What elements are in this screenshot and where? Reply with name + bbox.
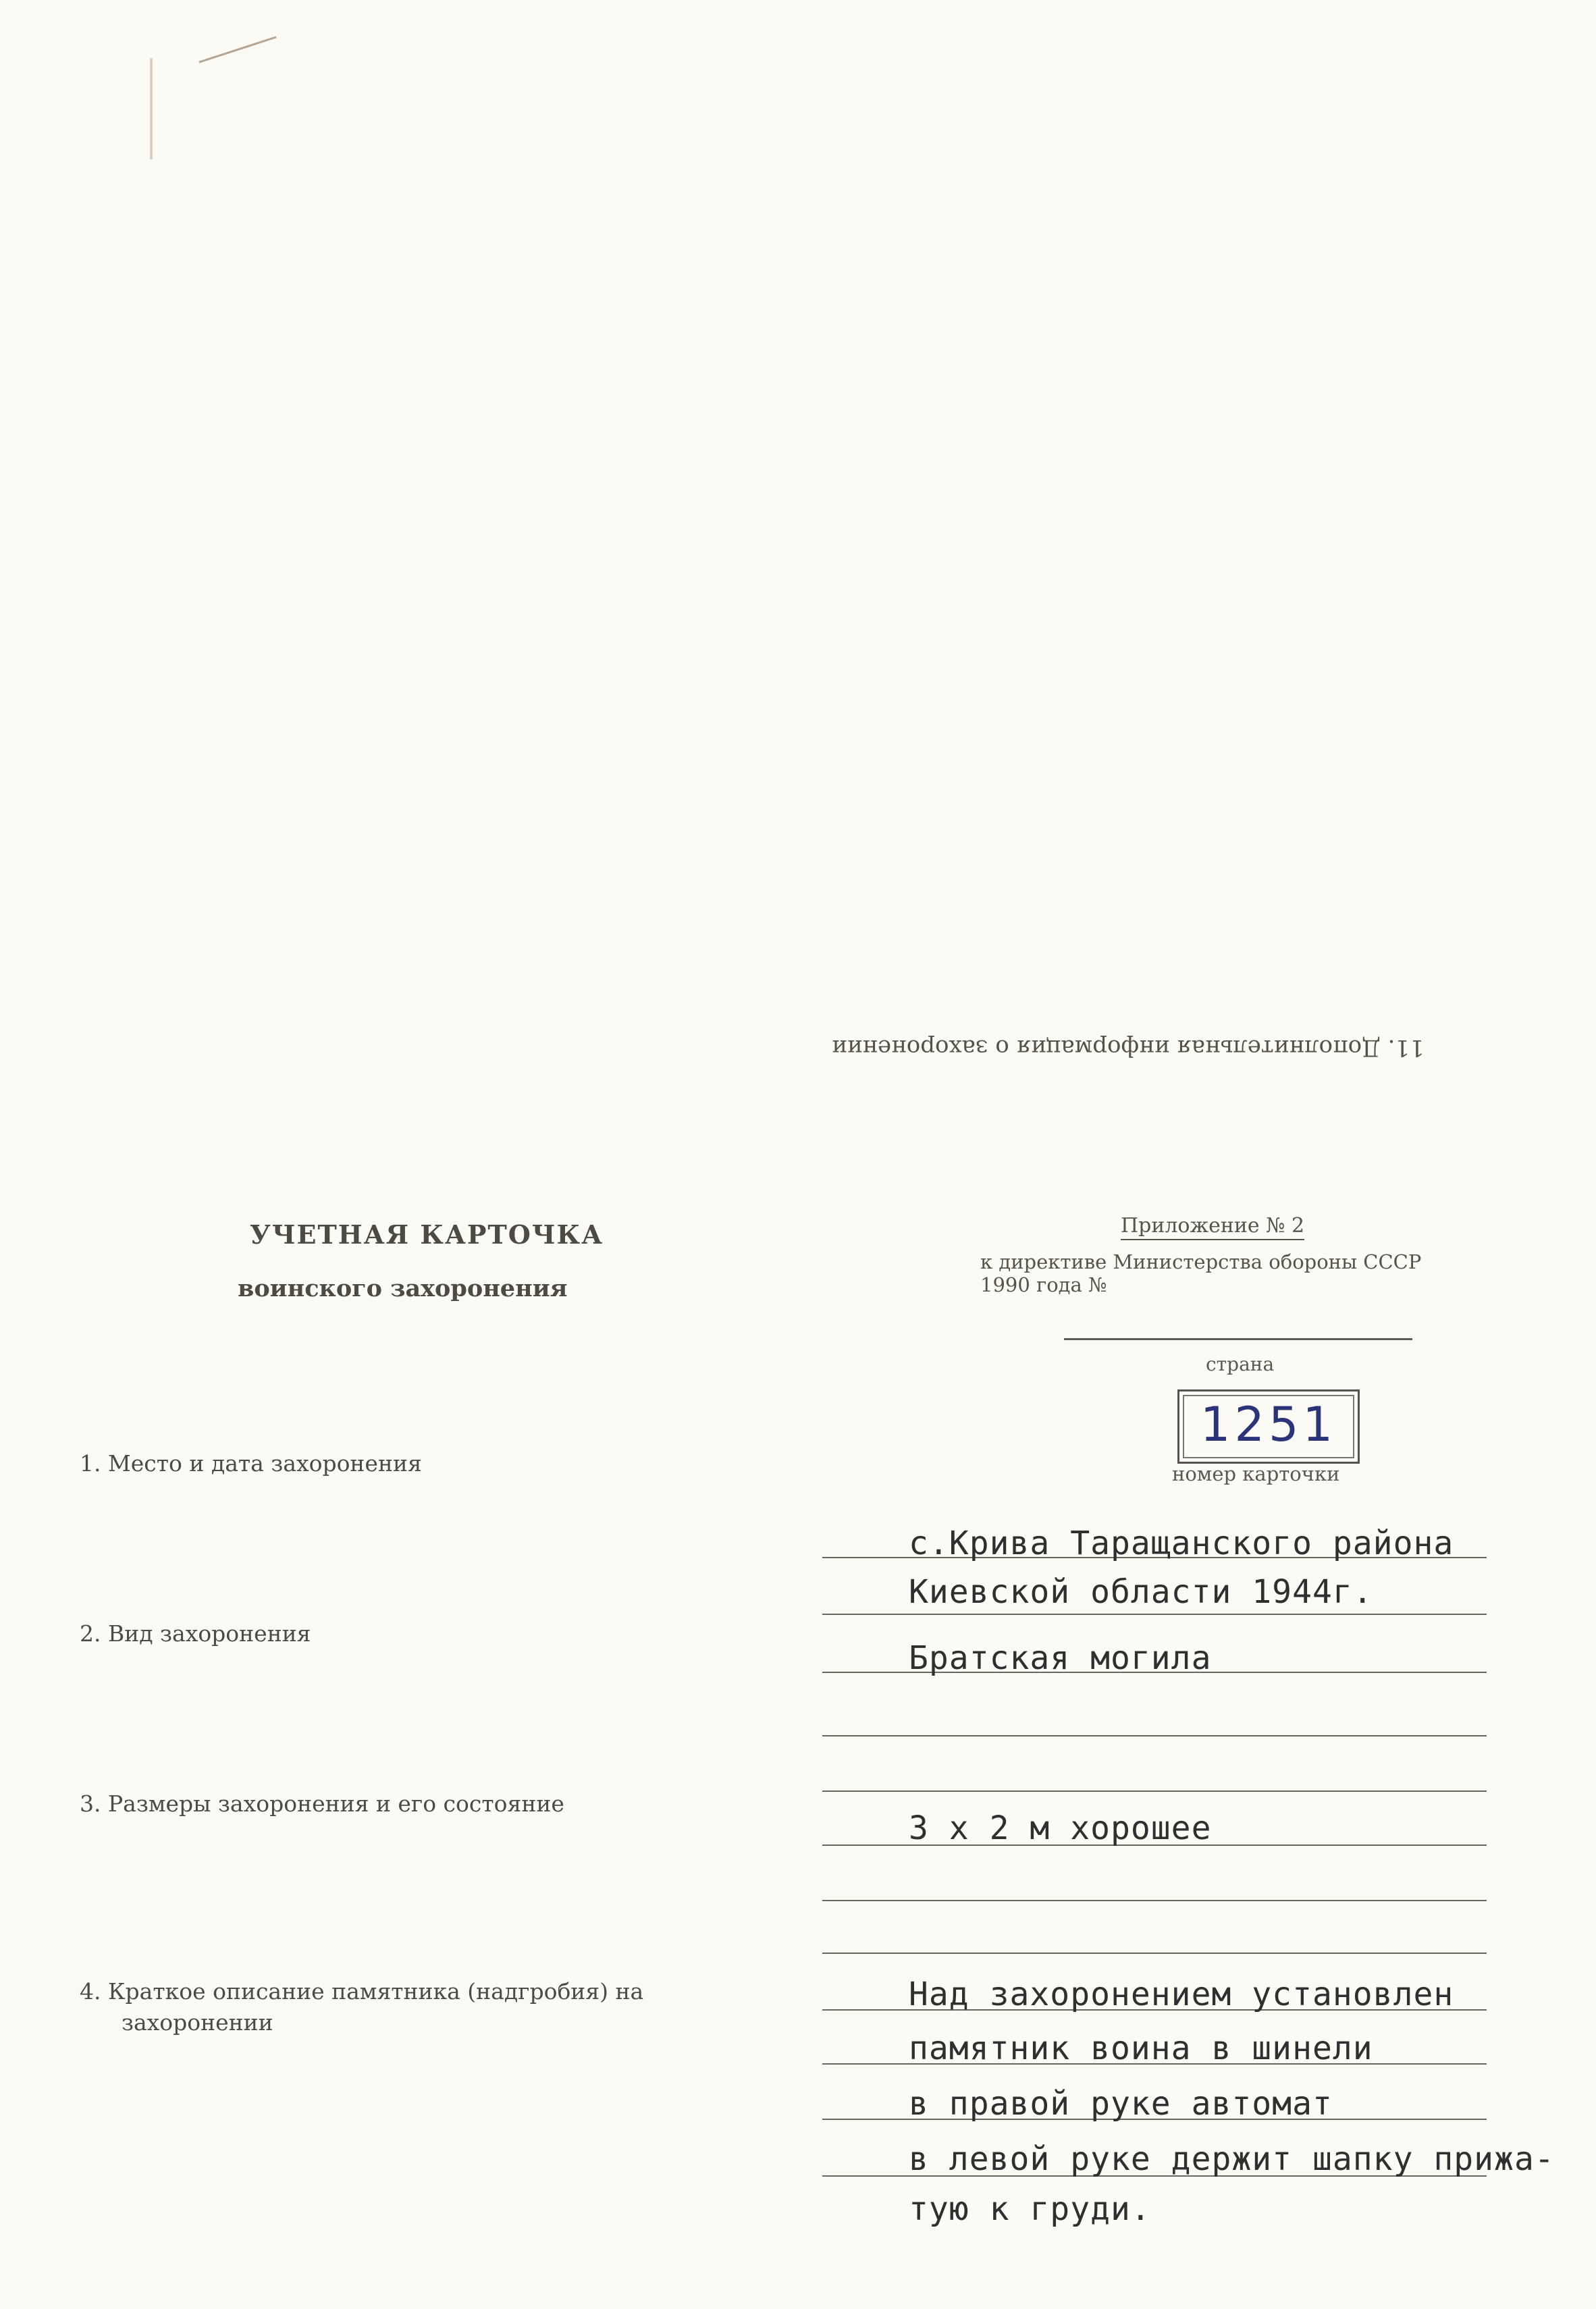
additional-info-mirrored-heading: 11. Дополнительная информация о захоронении xyxy=(832,1034,1425,1061)
monument-line-1: Над захоронением установлен xyxy=(909,1975,1454,2013)
place-line-1: с.Крива Таращанского района xyxy=(909,1524,1454,1562)
card-title: УЧЕТНАЯ КАРТОЧКА xyxy=(250,1219,604,1250)
monument-line-3: в правой руке автомат xyxy=(909,2085,1333,2123)
burial-type-line: Братская могила xyxy=(909,1639,1212,1677)
answer-line xyxy=(822,1790,1487,1792)
ink-mark xyxy=(198,36,276,63)
field-label-monument-continued: захоронении xyxy=(122,2009,273,2036)
card-number: 1251 xyxy=(1200,1397,1337,1452)
size-condition-line: 3 х 2 м хорошее xyxy=(909,1809,1212,1847)
answer-line xyxy=(822,1735,1487,1736)
card-number-box xyxy=(1177,1389,1360,1464)
field-label-place-date: 1. Место и дата захоронения xyxy=(80,1450,422,1477)
field-label-size-condition: 3. Размеры захоронения и его состояние xyxy=(80,1790,564,1817)
directive-line-1: к директиве Министерства обороны СССР xyxy=(980,1250,1422,1273)
appendix-label: Приложение № 2 xyxy=(1121,1214,1304,1240)
field-label-burial-type: 2. Вид захоронения xyxy=(80,1620,311,1647)
directive-line-2: 1990 года № xyxy=(980,1273,1107,1296)
monument-line-2: памятник воина в шинели xyxy=(909,2029,1373,2067)
field-label-monument: 4. Краткое описание памятника (надгробия) на xyxy=(80,1978,644,2005)
monument-line-5: тую к груди. xyxy=(909,2190,1151,2228)
answer-line xyxy=(822,1953,1487,1954)
place-line-2: Киевской области 1944г. xyxy=(909,1573,1373,1611)
country-label: страна xyxy=(1206,1353,1275,1375)
answer-line xyxy=(822,1900,1487,1901)
monument-line-4: в левой руке держит шапку прижа- xyxy=(909,2140,1555,2178)
card-subtitle: воинского захоронения xyxy=(238,1275,568,1302)
answer-line xyxy=(822,1614,1487,1615)
card-number-label: номер карточки xyxy=(1172,1462,1340,1485)
scratch-mark xyxy=(150,58,153,159)
country-rule xyxy=(1064,1338,1412,1340)
